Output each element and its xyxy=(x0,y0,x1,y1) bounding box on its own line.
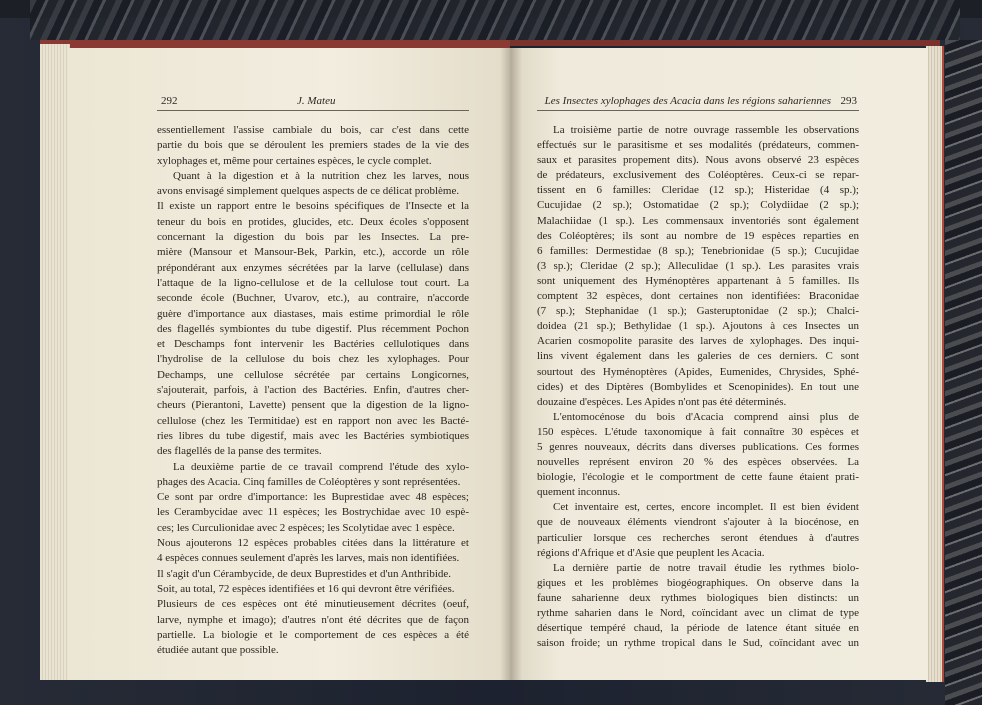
text-line: mière (Mansour et Mansour-Bek, Parkin, etc.), accorde un rôle xyxy=(157,246,469,259)
text-line: biologie, l'écologie et le comportment de cette faune étaient prati- xyxy=(537,471,859,484)
text-line: l'hydrolise de la cellulose du bois chez les xylophages. Pour xyxy=(157,353,469,366)
text-line: Quant à la digestion et à la nutrition chez les larves, nous xyxy=(173,169,469,182)
text-line: Acarien cosmopolite parasite des larves de xylophages. Des inqui- xyxy=(537,335,859,348)
running-head-left: J. Mateu xyxy=(297,95,336,107)
text-line: Il existe un rapport entre le besoins spécifiques de l'Insecte et la xyxy=(157,200,469,213)
marbled-cover-right xyxy=(945,40,982,705)
text-line: partielle. La biologie et le comportement de ces espèces a été xyxy=(157,628,469,641)
text-line: lins vivent également dans les galeries de ces derniers. C sont xyxy=(537,350,859,363)
page-stack-left xyxy=(40,44,70,680)
text-line: des flagellés de la panse des termites. xyxy=(157,445,322,458)
page-number-right: 293 xyxy=(840,95,857,107)
text-line: 4 espèces connues seulement d'après les larves, mais non identifiées. xyxy=(157,552,460,565)
left-page-body xyxy=(157,123,469,658)
page-number-left: 292 xyxy=(161,95,178,107)
left-page-header xyxy=(157,94,469,111)
text-line: des flagellés symbiontes du tube digestif. Plus récemment Pochon xyxy=(157,322,469,335)
text-line: saison froide; un rythme tropical dans le Sud, coïncidant avec un xyxy=(537,637,859,650)
text-line: particulier lorsque ces recherches seront étendues à d'autres xyxy=(537,531,859,544)
text-line: 5 genres nouveaux, décrits dans diverses publications. Ces formes xyxy=(537,440,859,453)
text-line: seconde école (Buchner, Uvarov, etc.), au contraire, n'accorde xyxy=(157,292,469,305)
right-page-body xyxy=(537,123,859,651)
text-line: concernant la digestion du bois par les Insectes. La pre- xyxy=(157,231,469,244)
text-line: avons envisagé simplement quelques aspects de ce délicat problème. xyxy=(157,185,460,198)
text-line: et Deschamps font intervenir les Bactéries cellulotiques dans xyxy=(157,338,469,351)
text-line: xylophages et, même pour certaines espèces, le cycle complet. xyxy=(157,154,432,167)
text-line: (7 sp.); Stephanidae (1 sp.); Gasteruptonidae (2 sp.); Chalci- xyxy=(537,305,859,318)
text-line: partie du bois que se déroulent les premiers stades de la vie des xyxy=(157,139,469,152)
text-line: cides) et des Diptères (Bombylides et Scenopinides). En tout une xyxy=(537,380,859,393)
right-page-header xyxy=(537,94,859,111)
text-line: Soit, au total, 72 espèces identifiées et 16 qui devront être vérifiées. xyxy=(157,582,455,595)
text-line: douzaine d'espèces. Les Apides n'ont pas été déterminés. xyxy=(537,395,787,408)
text-line: 6 familles: Dermestidae (8 sp.); Tenebrionidae (5 sp.); Cucujidae xyxy=(537,244,859,257)
text-line: doidea (21 sp.); Bethylidae (1 sp.). Ajoutons à ces Insectes un xyxy=(537,320,859,333)
text-line: Dechamps, une cellulose sécrétée par certains Longicornes, xyxy=(157,368,469,381)
text-line: La dernière partie de notre travail étudie les rythmes biolo- xyxy=(553,561,859,574)
text-line: 150 espèces. L'étude taxonomique à fait connaître 30 espèces et xyxy=(537,425,859,438)
page-stack-right xyxy=(926,46,944,682)
text-line: La deuxième partie de ce travail comprend l'étude des xylo- xyxy=(173,460,469,473)
text-line: étudiée autant que possible. xyxy=(157,644,279,657)
text-line: régions d'Afrique et d'Asie que peuplent les Acacia. xyxy=(537,546,765,559)
text-line: teneur du bois en protides, glucides, etc. Deux écoles s'opposent xyxy=(157,215,469,228)
text-line: ces; les Curculionidae avec 2 espèces; les Scolytidae avec 1 espèce. xyxy=(157,521,455,534)
text-line: cheurs (Pierantoni, Lavette) pensent que la digestion de la ligno- xyxy=(157,399,469,412)
text-line: prépondérant aux enzymes sécrétées par la larve (cellulase) dans xyxy=(157,261,469,274)
text-line: comptent 32 espèces, dont certaines non identifiées: Braconidae xyxy=(537,290,859,303)
text-line: les Cerambycidae avec 11 espèces; les Bostrychidae avec 10 espè- xyxy=(157,506,469,519)
text-line: Malachiidae (1 sp.). Les commensaux inventoriés sont également xyxy=(537,214,859,227)
text-line: Plusieurs de ces espèces ont été minutieusement décrites (oeuf, xyxy=(157,598,469,611)
text-line: sont uniquement des Hyménoptères appartenant à 5 familles. Ils xyxy=(537,274,859,287)
text-line: phages des Acacia. Cinq familles de Coléoptères y sont représentées. xyxy=(157,475,461,488)
book-gutter xyxy=(500,48,522,680)
text-line: cellulose (chez les Termitidae) est en rapport non avec les Bacté- xyxy=(157,414,469,427)
text-line: désertique tempéré chaud, la période de latence étant située en xyxy=(537,622,859,635)
page-edge-top-left xyxy=(40,40,510,48)
text-line: guère d'importance aux diastases, mais estime primordial le rôle xyxy=(157,307,469,320)
text-line: rythme saharien dans le Nord, coïncidant avec un climat de type xyxy=(537,607,859,619)
text-line: des Coléoptères; ils sont au nombre de 19 espèces reparties en xyxy=(537,229,859,242)
text-line: quement inconnus. xyxy=(537,486,621,499)
text-line: (3 sp.); Cleridae (2 sp.); Alleculidae (1 sp.). Les parasites vrais xyxy=(537,259,859,272)
text-line: ries libres du tube digestif, mais avec les Bactéries symbiotiques xyxy=(157,429,469,442)
text-line: Cucujidae (2 sp.); Ostomatidae (2 sp.); Colydiidae (2 sp.); xyxy=(537,199,859,212)
text-line: de prédateurs, exclusivement des Coléoptères. Ceux-ci se repar- xyxy=(537,169,859,182)
text-line: giques et les problèmes biogéographiques. On observe dans la xyxy=(537,576,859,589)
text-line: essentiellement l'assise cambiale du bois, car c'est dans cette xyxy=(157,124,469,136)
text-line: Nous ajouterons 12 espèces probables citées dans la littérature et xyxy=(157,537,469,550)
running-head-right: Les Insectes xylophages des Acacia dans les régions sahariennes xyxy=(544,95,831,107)
text-line: que de nouveaux éléments viendront s'ajouter à la biocénose, en xyxy=(537,516,859,529)
text-line: saux et parasites propement dits). Nous avons observé 23 espèces xyxy=(537,154,859,167)
text-line: Ce sont par ordre d'importance: les Buprestidae avec 48 espèces; xyxy=(157,491,469,504)
text-line: faune saharienne deux rythmes biologiques bien distincts: un xyxy=(537,591,859,604)
text-line: s'ajouterait, parfois, à l'action des Bactéries. Enfin, d'autres cher- xyxy=(157,384,469,397)
text-line: tissent en 6 familles: Cleridae (12 sp.); Histeridae (4 sp.); xyxy=(537,184,859,197)
text-line: nouvelles représent environ 20 % des espèces observées. La xyxy=(537,456,859,469)
text-line: effectués sur le parasitisme et ses modalités (prédateurs, commen- xyxy=(537,139,859,152)
page-edge-top-right xyxy=(510,40,940,46)
text-line: Il s'agit d'un Cérambycide, de deux Buprestides et d'un Anthribide. xyxy=(157,567,452,580)
text-line: L'entomocénose du bois d'Acacia comprend ainsi plus de xyxy=(553,410,859,423)
text-line: La troisième partie de notre ouvrage rassemble les observations xyxy=(553,124,859,136)
marbled-cover-top xyxy=(30,0,960,40)
text-line: larve, nymphe et imago); d'autres n'ont été décrites que de façon xyxy=(157,613,469,626)
text-line: sourtout des Hyménoptères (Apides, Eumenides, Chrysides, Sphé- xyxy=(537,365,859,378)
text-line: Cet inventaire est, certes, encore incomplet. Il est bien évident xyxy=(553,501,859,514)
text-line: l'attaque de la ligno-cellulose et de la cellulose tout court. La xyxy=(157,276,469,289)
